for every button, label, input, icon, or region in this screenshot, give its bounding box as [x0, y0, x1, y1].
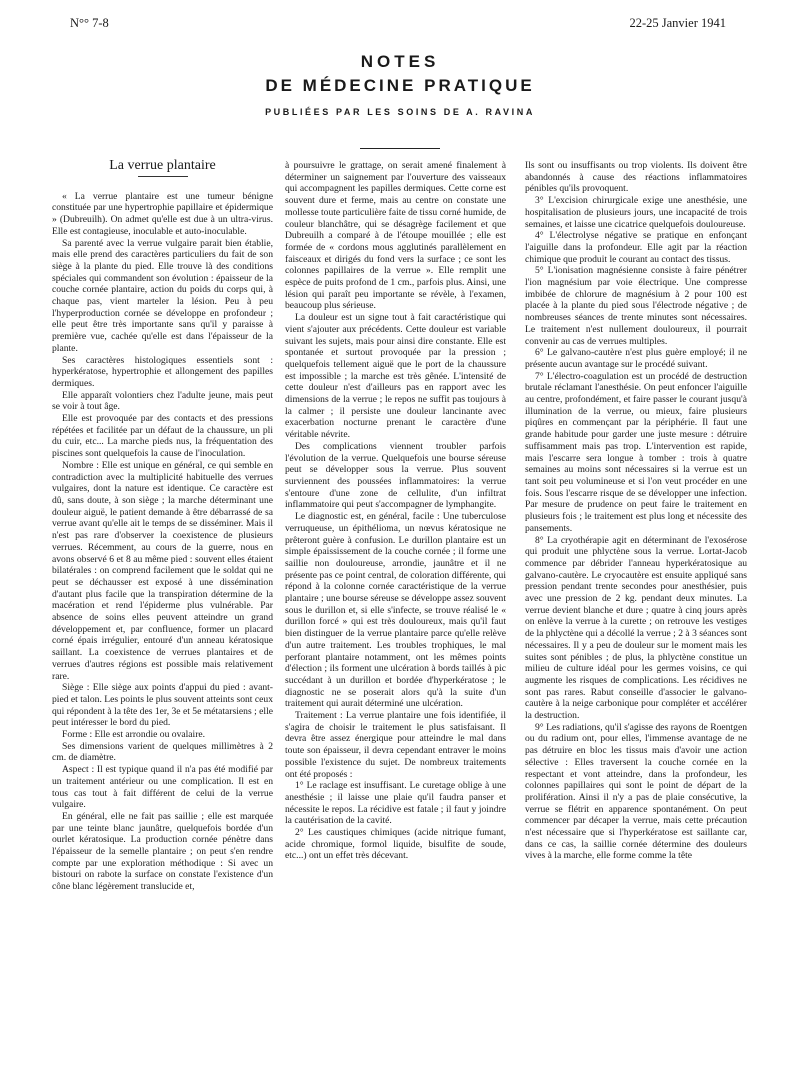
issue-number: N°° 7-8 [70, 16, 109, 30]
paragraph: Sa parenté avec la verrue vulgaire parait bien établie, mais elle prend des caractères particuliers du fait de son siège à la plante du pied. Elle trouve là des conditions spéciales qui commandent son évolution : épaisseur de la couche cornée plantaire, action du poids du corps qui, à chaque pas, vient marteler la lésion. Peu à peu l'hyperproduction cornée se développe en profondeur ; elle peut être très importante sans qu'il y paraisse à première vue, cachée qu'elle est dans l'épaisseur de la plante. [52, 237, 273, 354]
paragraph: Elle est provoquée par des contacts et des pressions répétées et facilitée par un défaut de la chaussure, un pli du cuir, etc... La marche pieds nus, la fréquentation des piscines sont quelquefois la cause de l'inoculation. [52, 413, 273, 460]
paragraph: Ses caractères histologiques essentiels sont : hyperkératose, hypertrophie et allongement des papilles dermiques. [52, 354, 273, 389]
paragraph: 3° L'excision chirurgicale exige une anesthésie, une hospitalisation de plusieurs jours, une incapacité de trois semaines, et laisse une cicatrice quelquefois douloureuse. [525, 195, 747, 230]
issue-date: 22-25 Janvier 1941 [629, 16, 726, 30]
paragraph: à poursuivre le grattage, on serait amené finalement à déterminer un saignement par l'ouverture des vaisseaux qui accompagnent les papilles dermiques. Cette corne est souvent dure et ferme, mais au centre on constate une mollesse toute particulière faite de tissu corné humide, de couleur blanchâtre, qui se désagrège facilement et que Dubreuilh a comparé à de l'étoupe mouillée ; elle est formée de « cordons mous agglutinés parallèlement en faisceaux et dirigés du fond vers la surface ; ce sont les colonnes papillaires de la verrue ». Elle remplit une espèce de puits profond de 1 cm., parfois plus. Ainsi, une lésion qui paraît peu importante se révèle, à l'examen, beaucoup plus sérieuse. [285, 160, 506, 312]
paragraph: Ils sont ou insuffisants ou trop violents. Ils doivent être abandonnés à cause des réactions inflammatoires pénibles qu'ils provoquent. [525, 160, 747, 195]
paragraph: Aspect : Il est typique quand il n'a pas été modifié par un traitement antérieur ou une complication. Il est en tous cas tout à fait différent de celui de la verrue vulgaire. [52, 764, 273, 811]
paragraph: En général, elle ne fait pas saillie ; elle est marquée par une teinte blanc jaunâtre, quelquefois bordée d'un ourlet kératosique. La production cornée pénètre dans l'épaisseur de la semelle plantaire ; on peut s'en rendre compte par une exploration méthodique : Si avec un bistouri on rabote la surface on constate l'existence d'un cône blanc légèrement translucide et, [52, 810, 273, 893]
article-title: La verrue plantaire [109, 158, 216, 173]
masthead-line2: DE MÉDECINE PRATIQUE [265, 76, 535, 95]
paragraph: Forme : Elle est arrondie ou ovalaire. [62, 729, 206, 741]
paragraph: Nombre : Elle est unique en général, ce qui semble en contradiction avec la multiplicité habituelle des verrues vulgaires, dont la nature est identique. Ce caractère est dû, sans doute, à son siège ; la marche déterminant une douleur aiguë, le patient demande à être débarrassé de sa verrue avant qu'elle ait le temps de se disséminer. Mais il n'est pas rare d'observer la coexistence de plusieurs verrues. Récemment, au cours de la guerre, nous en avons observé 6 et 8 au même pied : souvent elles étaient bilatérales : on comprend facilement que le soldat qui ne peut se déchausser est exposé à une dissémination d'autant plus facile que la transpiration détermine de la macération et rend l'épiderme plus vulnérable. Par absence de soins elles peuvent atteindre un grand développement et, par confluence, former un placard corné épais irrégulier, entouré d'un anneau kératosique saillant. La coexistence de verrues plantaires et de verrues d'autres régions est possible mais relativement rare. [52, 459, 273, 682]
paragraph: 1° Le raclage est insuffisant. Le curetage oblige à une anesthésie ; il laisse une plaie qu'il faudra panser et nécessite le repos. La récidive est fatale ; il faut y joindre la cautérisation de la cavité. [285, 780, 506, 827]
masthead-line1: NOTES [360, 52, 440, 71]
paragraph: 8° La cryothérapie agit en déterminant de l'exosérose qui produit une phlyctène sous la verrue. Lortat-Jacob commence par débrider l'anneau hyperkératosique au galvano-cautère. Le cryocautère est ensuite appliqué sans pression pendant trente secondes pour anesthésier, puis avec une pression de 2 kg. pendant deux minutes. La verrue devient blanche et dure ; quatre à cinq jours après on enlève la verrue à la curette ; on retrouve les vestiges de la phlyctène qui a décollé la verrue ; 2 à 3 séances sont nécessaires. Il y a peu de douleur sur le moment mais les suites sont pénibles ; de plus, la phlyctène constitue un milieu de culture idéal pour les germes voisins, ce qui augmente les risques de complications. Les récidives ne sont pas rares. Rabut conseille d'associer le galvano-cautère à la neige carbonique pour compléter et accélérer la destruction. [525, 534, 747, 722]
column-3 [525, 160, 747, 862]
paragraph: Elle apparaît volontiers chez l'adulte jeune, mais peut se voir à tout âge. [52, 389, 273, 413]
column-1 [52, 160, 273, 893]
column-2 [285, 160, 506, 862]
masthead-subtitle: PUBLIÉES PAR LES SOINS DE A. RAVINA [265, 107, 535, 117]
paragraph: 7° L'électro-coagulation est un procédé de destruction brutale réclamant l'anesthésie. On peut enfoncer l'aiguille au centre, profondément, et faire passer le courant jusqu'à illumination de la verrue, ou mieux, faire plusieurs piqûres en commençant par la périphérie. Il faut une grande habitude pour garder une juste mesure : détruire suffisamment mais pas trop. L'intervention est rapide, mais l'escarre sera longue à tomber : trois à quatre semaines au moins sont nécessaires si la verrue est un tant soit peu volumineuse et si l'on veut procéder en une fois. Sous l'escarre risque de se développer une infection. Par mesure de prudence on peut faire le traitement en plusieurs fois ; le traitement est plus long et nécessite des pansements. [525, 370, 747, 534]
paragraph: 9° Les radiations, qu'il s'agisse des rayons de Roentgen ou du radium ont, pour elles, l'immense avantage de ne pas détruire en bloc les tissus mais d'avoir une action sélective : Elles traversent la couche cornée en la respectant et vont atteindre, dans la profondeur, les colonnes papillaires qui sont le point de départ de la prolifération. Ainsi il n'y a pas de plaie consécutive, la verrue se flétrit en apparence spontanément. On peut commencer par décaper la verrue, mais cette précaution n'est nécessaire que si l'hyperkératose est saillante car, dans ce cas, la saillie cornée détermine des douleurs vives à la marche, elle forme comme la tête [525, 721, 747, 862]
title-rule [138, 176, 188, 177]
paragraph: Traitement : La verrue plantaire une fois identifiée, il s'agira de choisir le traitement le plus satisfaisant. Il devra être assez énergique pour atteindre le mal dans toute son épaisseur, il devra cependant entraver le moins possible l'existence du sujet. De nombreux traitements ont été proposés : [285, 710, 506, 780]
paragraph: Le diagnostic est, en général, facile : Une tuberculose verruqueuse, un épithélioma, un nœvus kératosique ne prêteront guère à confusion. Le durillon plantaire est un simple épaississement de la couche cornée ; il forme une saillie non douloureuse, arrondie, jaunâtre et il ne présente pas ce point central, de coloration différente, qui répond à la colonne cornée caractéristique de la verrue plantaire ; une bourse séreuse se développe assez souvent sous le durillon et, si elle s'infecte, se trouve réalisé le « durillon forcé » qui est très douloureux, mais qu'il faut bien distinguer de la verrue plantaire parce qu'elle relève d'un autre traitement. Les troubles trophiques, le mal perforant plantaire notamment, ont les mêmes points d'élection ; ils forment une ulcération à bords taillés à pic succédant à un durillon et bordée d'hyperkératose ; le diagnostic ne se poserait alors qu'à la suite d'un traitement qui aurait déterminé une ulcération. [285, 511, 506, 710]
paragraph: 5° L'ionisation magnésienne consiste à faire pénétrer l'ion magnésium par voie électrique. Une compresse imbibée de chlorure de magnésium à 2 pour 100 est placée à la plante du pied sous l'électrode négative ; de nombreuses séances de trente minutes sont nécessaires. Le traitement n'est nullement douloureux, il pourrait convenir au cas de verrues multiples. [525, 265, 747, 347]
paragraph: Des complications viennent troubler parfois l'évolution de la verrue. Quelquefois une bourse séreuse peut se développer sous la verrue. Plus souvent surviennent des poussées inflammatoires: la verrue s'entoure d'une zone de cellulite, d'un infiltrat inflammatoire qui peut s'accompagner de lymphangite. [285, 440, 506, 511]
paragraph: « La verrue plantaire est une tumeur bénigne constituée par une hypertrophie papillaire et épidermique » (Dubreuilh). On admet qu'elle est due à un ultra-virus. Elle est contagieuse, inoculable et auto-inoculable. [52, 190, 273, 237]
paragraph: 2° Les caustiques chimiques (acide nitrique fumant, acide chromique, formol liquide, bisulfite de soude, etc...) ont un effet très décevant. [285, 827, 506, 862]
masthead-rule [360, 148, 440, 149]
paragraph: 6° Le galvano-cautère n'est plus guère employé; il ne présente aucun avantage sur le procédé suivant. [525, 347, 747, 370]
paragraph: La douleur est un signe tout à fait caractéristique qui vient s'ajouter aux précédents. Cette douleur est variable suivant les sujets, mais pour ainsi dire constante. Elle est spontanée et surtout provoquée par la pression ; quelquefois tellement aiguë que le port de la chaussure est impossible ; la marche est très gênée. L'intensité de cette douleur n'est d'ailleurs pas en rapport avec les dimensions de la verrue ; le repos ne suffit pas toujours à la calmer ; il persiste une douleur lancinante avec exacerbation nocturne prenant le caractère d'une véritable névrite. [285, 312, 506, 441]
paragraph: 4° L'électrolyse négative se pratique en enfonçant l'aiguille dans la profondeur. Elle agit par la réaction chimique que produit le courant au contact des tissus. [525, 230, 747, 265]
paragraph: Siège : Elle siège aux points d'appui du pied : avant-pied et talon. Les points le plus souvent atteints sont ceux qui répondent à la tête des 1er, 3e et 5e métatarsiens ; elle peut intéresser le bord du pied. [52, 682, 273, 729]
paragraph: Ses dimensions varient de quelques millimètres à 2 cm. de diamètre. [52, 740, 273, 764]
